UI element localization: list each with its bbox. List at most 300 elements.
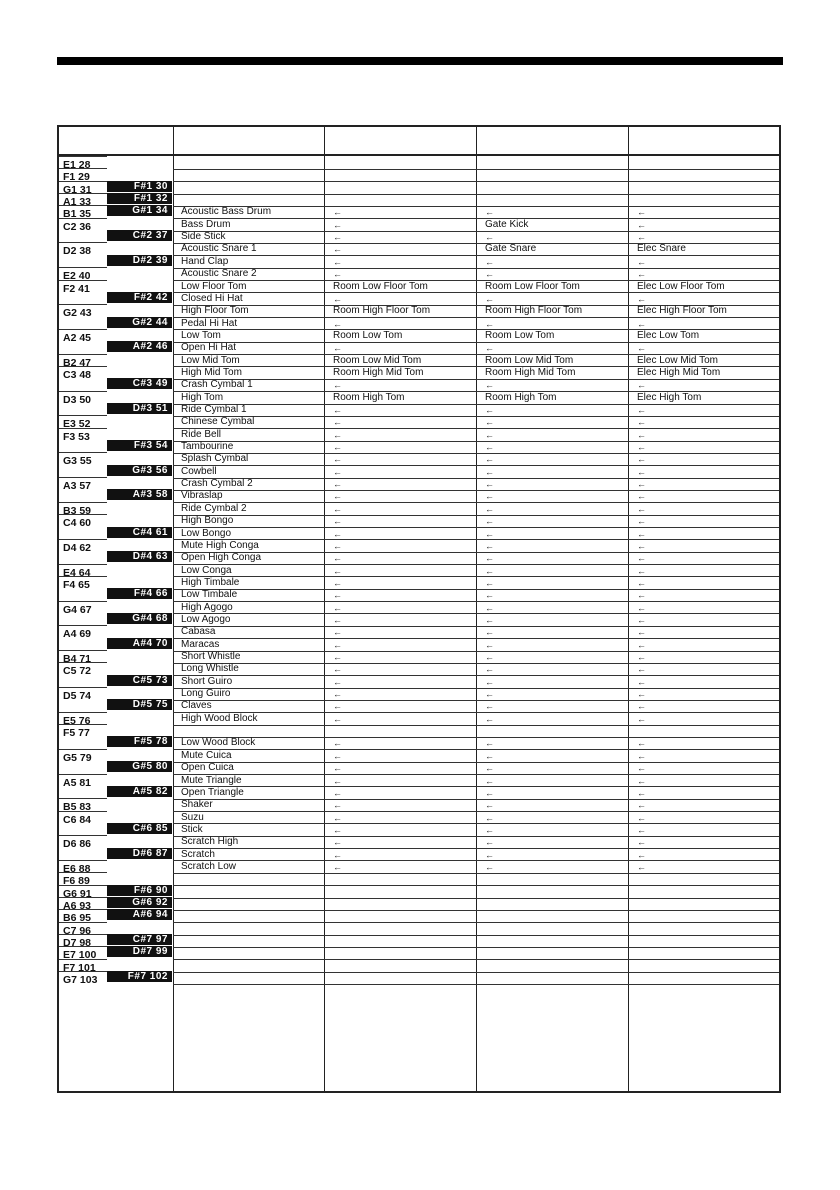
key-rule: [59, 354, 107, 355]
white-key-label: E2 40: [63, 270, 91, 283]
instrument-name: Low Floor Tom: [181, 280, 247, 292]
white-key-label: B4 71: [63, 653, 92, 665]
same-as-standard-arrow: ←: [637, 639, 646, 650]
same-as-standard-arrow: ←: [485, 676, 494, 687]
white-key-label: B2 47: [63, 356, 92, 369]
same-as-standard-arrow: ←: [333, 565, 342, 576]
key-rule: [59, 391, 107, 392]
black-key-label: A#4 70: [107, 638, 172, 649]
key-rule: [59, 946, 107, 947]
black-key-label: D#2 39: [107, 255, 172, 266]
same-as-standard-arrow: ←: [637, 553, 646, 564]
white-key-label: G6 91: [63, 887, 92, 900]
white-key-label: A6 93: [63, 900, 92, 912]
key-rule: [59, 662, 107, 663]
instrument-name: Long Whistle: [181, 663, 239, 675]
instrument-name: Chinese Cymbal: [181, 416, 255, 428]
row-rule: [173, 885, 779, 886]
instrument-name: Pedal Hi Hat: [181, 317, 238, 329]
same-as-standard-arrow: ←: [485, 602, 494, 613]
black-key-label: F#2 42: [107, 292, 172, 303]
kit-voice-name: Room Low Tom: [485, 329, 555, 341]
same-as-standard-arrow: ←: [637, 664, 646, 675]
same-as-standard-arrow: ←: [637, 837, 646, 848]
row-rule: [173, 626, 779, 627]
same-as-standard-arrow: ←: [485, 627, 494, 638]
white-key-label: G1 31: [63, 183, 92, 196]
white-key-label: E1 28: [63, 159, 91, 171]
key-rule: [59, 267, 107, 268]
black-key-label: A#6 94: [107, 909, 172, 920]
same-as-standard-arrow: ←: [637, 479, 646, 490]
same-as-standard-arrow: ←: [485, 503, 494, 514]
kit-voice-name: Elec Low Mid Tom: [637, 354, 718, 366]
black-key-label: G#1 34: [107, 205, 172, 216]
row-rule: [173, 169, 779, 170]
same-as-standard-arrow: ←: [333, 528, 342, 539]
same-as-standard-arrow: ←: [637, 652, 646, 662]
same-as-standard-arrow: ←: [333, 380, 342, 391]
row-rule: [173, 935, 779, 936]
key-rule: [59, 909, 107, 910]
kit-voice-name: Room High Mid Tom: [485, 366, 576, 378]
same-as-standard-arrow: ←: [333, 293, 342, 304]
same-as-standard-arrow: ←: [485, 405, 494, 415]
kit-voice-name: Room High Mid Tom: [333, 366, 424, 378]
same-as-standard-arrow: ←: [637, 812, 646, 823]
row-rule: [173, 823, 779, 824]
white-key-label: A3 57: [63, 480, 92, 493]
kit-voice-name: Elec Low Floor Tom: [637, 280, 725, 292]
white-key-label: F4 65: [63, 578, 90, 591]
same-as-standard-arrow: ←: [485, 442, 494, 453]
white-key-label: G3 55: [63, 455, 92, 468]
key-rule: [59, 514, 107, 515]
instrument-name: Vibraslap: [181, 490, 223, 502]
key-rule: [59, 835, 107, 836]
instrument-name: Low Agogo: [181, 613, 231, 625]
instrument-name: Mute Cuica: [181, 749, 232, 761]
same-as-standard-arrow: ←: [637, 343, 646, 354]
black-key-label: F#3 54: [107, 440, 172, 451]
same-as-standard-arrow: ←: [333, 800, 342, 811]
key-rule: [59, 477, 107, 478]
instrument-name: Ride Cymbal 2: [181, 502, 247, 514]
same-as-standard-arrow: ←: [333, 689, 342, 700]
instrument-name: Scratch Low: [181, 860, 237, 872]
drum-kit-note-map-table: [57, 125, 781, 1093]
key-rule: [59, 712, 107, 713]
same-as-standard-arrow: ←: [637, 466, 646, 477]
black-key-label: C#2 37: [107, 230, 172, 241]
kit-voice-name: Elec Snare: [637, 243, 686, 255]
row-rule: [173, 218, 779, 219]
same-as-standard-arrow: ←: [333, 343, 342, 354]
kit-voice-name: Room High Tom: [485, 391, 557, 403]
same-as-standard-arrow: ←: [485, 318, 494, 329]
instrument-name: Low Bongo: [181, 527, 232, 539]
same-as-standard-arrow: ←: [637, 738, 646, 749]
black-key-label: G#2 44: [107, 317, 172, 328]
instrument-name: Acoustic Snare 2: [181, 268, 257, 280]
same-as-standard-arrow: ←: [637, 207, 646, 218]
same-as-standard-arrow: ←: [485, 293, 494, 304]
black-key-label: D#6 87: [107, 848, 172, 859]
same-as-standard-arrow: ←: [637, 516, 646, 527]
same-as-standard-arrow: ←: [485, 491, 494, 502]
same-as-standard-arrow: ←: [333, 244, 342, 255]
instrument-name: Splash Cymbal: [181, 453, 249, 465]
white-key-label: D2 38: [63, 245, 92, 258]
same-as-standard-arrow: ←: [637, 232, 646, 243]
key-rule: [59, 304, 107, 305]
instrument-name: Acoustic Snare 1: [181, 243, 257, 255]
same-as-standard-arrow: ←: [637, 528, 646, 539]
same-as-standard-arrow: ←: [485, 553, 494, 564]
key-rule: [59, 428, 107, 429]
same-as-standard-arrow: ←: [333, 466, 342, 477]
instrument-name: Side Stick: [181, 231, 226, 243]
kit-voice-name: Gate Snare: [485, 243, 537, 255]
same-as-standard-arrow: ←: [485, 577, 494, 588]
same-as-standard-arrow: ←: [485, 417, 494, 428]
row-rule: [173, 255, 779, 256]
white-key-label: D3 50: [63, 393, 92, 406]
row-rule: [173, 601, 779, 602]
key-rule: [59, 181, 107, 182]
white-key-label: A2 45: [63, 331, 92, 344]
same-as-standard-arrow: ←: [637, 269, 646, 280]
white-key-label: C4 60: [63, 517, 92, 530]
row-rule: [173, 416, 779, 417]
same-as-standard-arrow: ←: [637, 701, 646, 712]
instrument-name: Scratch: [181, 848, 215, 860]
same-as-standard-arrow: ←: [637, 590, 646, 601]
same-as-standard-arrow: ←: [637, 577, 646, 588]
same-as-standard-arrow: ←: [333, 763, 342, 774]
same-as-standard-arrow: ←: [485, 516, 494, 527]
row-rule: [173, 799, 779, 800]
row-rule: [173, 428, 779, 429]
instrument-name: Open Triangle: [181, 786, 244, 798]
row-rule: [173, 453, 779, 454]
key-rule: [59, 885, 107, 886]
row-rule: [173, 811, 779, 812]
same-as-standard-arrow: ←: [637, 565, 646, 576]
instrument-name: Crash Cymbal 2: [181, 478, 253, 490]
black-key-label: F#7 102: [107, 971, 172, 982]
key-rule: [59, 452, 107, 453]
instrument-name: Open High Conga: [181, 552, 262, 564]
same-as-standard-arrow: ←: [485, 787, 494, 798]
white-key-label: F6 89: [63, 875, 90, 888]
kit-voice-name: Gate Kick: [485, 218, 529, 230]
row-rule: [173, 268, 779, 269]
same-as-standard-arrow: ←: [637, 750, 646, 761]
same-as-standard-arrow: ←: [637, 491, 646, 502]
key-rule: [59, 959, 107, 960]
white-key-label: E6 88: [63, 862, 91, 875]
kit-voice-name: Room Low Mid Tom: [333, 354, 422, 366]
white-key-label: E5 76: [63, 714, 91, 727]
instrument-name: High Wood Block: [181, 712, 258, 724]
black-key-label: A#2 46: [107, 341, 172, 352]
same-as-standard-arrow: ←: [637, 689, 646, 700]
row-rule: [173, 836, 779, 837]
instrument-name: High Mid Tom: [181, 366, 242, 378]
same-as-standard-arrow: ←: [637, 293, 646, 304]
same-as-standard-arrow: ←: [333, 256, 342, 267]
header-divider: [59, 154, 779, 156]
same-as-standard-arrow: ←: [333, 540, 342, 551]
key-rule: [59, 650, 107, 651]
white-key-label: B1 35: [63, 208, 92, 221]
key-rule: [59, 872, 107, 873]
white-key-label: F7 101: [63, 961, 96, 974]
same-as-standard-arrow: ←: [485, 689, 494, 700]
same-as-standard-arrow: ←: [333, 750, 342, 761]
instrument-name: Stick: [181, 823, 203, 835]
row-rule: [173, 613, 779, 614]
instrument-name: Low Timbale: [181, 589, 238, 601]
white-key-label: D7 98: [63, 937, 92, 950]
same-as-standard-arrow: ←: [637, 256, 646, 267]
same-as-standard-arrow: ←: [485, 466, 494, 477]
same-as-standard-arrow: ←: [333, 318, 342, 329]
row-rule: [173, 515, 779, 516]
same-as-standard-arrow: ←: [333, 639, 342, 650]
same-as-standard-arrow: ←: [333, 207, 342, 218]
row-rule: [173, 984, 779, 985]
row-rule: [173, 712, 779, 713]
same-as-standard-arrow: ←: [485, 269, 494, 280]
same-as-standard-arrow: ←: [485, 207, 494, 218]
same-as-standard-arrow: ←: [637, 800, 646, 811]
kit-voice-name: Room High Floor Tom: [333, 305, 431, 317]
same-as-standard-arrow: ←: [333, 405, 342, 415]
kit-voice-name: Elec High Tom: [637, 391, 702, 403]
row-rule: [173, 576, 779, 577]
white-key-label: D6 86: [63, 838, 92, 851]
same-as-standard-arrow: ←: [333, 232, 342, 243]
same-as-standard-arrow: ←: [333, 516, 342, 527]
same-as-standard-arrow: ←: [637, 380, 646, 391]
key-rule: [59, 922, 107, 923]
same-as-standard-arrow: ←: [333, 713, 342, 724]
same-as-standard-arrow: ←: [333, 442, 342, 453]
same-as-standard-arrow: ←: [333, 590, 342, 601]
white-key-label: G2 43: [63, 307, 92, 320]
white-key-label: C2 36: [63, 220, 92, 233]
same-as-standard-arrow: ←: [637, 824, 646, 835]
same-as-standard-arrow: ←: [485, 849, 494, 860]
black-key-label: G#5 80: [107, 761, 172, 772]
key-rule: [59, 168, 107, 169]
key-rule: [59, 687, 107, 688]
instrument-name: Shaker: [181, 799, 213, 811]
black-key-label: G#4 68: [107, 613, 172, 624]
same-as-standard-arrow: ←: [333, 676, 342, 687]
same-as-standard-arrow: ←: [333, 602, 342, 613]
black-key-label: G#3 56: [107, 465, 172, 476]
same-as-standard-arrow: ←: [485, 750, 494, 761]
black-key-label: F#1 30: [107, 181, 172, 192]
kit-voice-name: Room Low Floor Tom: [485, 280, 580, 292]
black-key-label: F#5 78: [107, 736, 172, 747]
same-as-standard-arrow: ←: [333, 417, 342, 428]
row-rule: [173, 490, 779, 491]
key-rule: [59, 156, 107, 157]
instrument-name: High Timbale: [181, 576, 240, 588]
black-key-label: C#4 61: [107, 527, 172, 538]
row-rule: [173, 404, 779, 405]
white-key-label: E4 64: [63, 566, 91, 579]
same-as-standard-arrow: ←: [637, 219, 646, 230]
instrument-name: Low Tom: [181, 329, 221, 341]
black-key-label: F#4 66: [107, 588, 172, 599]
key-rule: [59, 774, 107, 775]
white-key-label: G7 103: [63, 974, 98, 987]
kit-voice-name: Room Low Tom: [333, 329, 403, 341]
same-as-standard-arrow: ←: [333, 491, 342, 502]
key-rule: [59, 724, 107, 725]
black-key-label: D#4 63: [107, 551, 172, 562]
row-rule: [173, 737, 779, 738]
same-as-standard-arrow: ←: [637, 676, 646, 687]
white-key-label: C7 96: [63, 924, 92, 937]
black-key-label: G#6 92: [107, 897, 172, 908]
same-as-standard-arrow: ←: [333, 664, 342, 675]
white-key-label: B6 95: [63, 912, 92, 925]
same-as-standard-arrow: ←: [637, 763, 646, 774]
row-rule: [173, 181, 779, 182]
black-key-label: F#6 90: [107, 885, 172, 896]
key-rule: [59, 280, 107, 281]
key-rule: [59, 860, 107, 861]
key-rule: [59, 749, 107, 750]
row-rule: [173, 342, 779, 343]
row-rule: [173, 860, 779, 861]
white-key-label: C6 84: [63, 813, 92, 826]
white-key-label: G4 67: [63, 603, 92, 616]
same-as-standard-arrow: ←: [333, 652, 342, 662]
black-key-label: C#7 97: [107, 934, 172, 945]
same-as-standard-arrow: ←: [485, 256, 494, 267]
black-key-label: C#6 85: [107, 823, 172, 834]
row-rule: [173, 243, 779, 244]
instrument-name: Closed Hi Hat: [181, 292, 243, 304]
same-as-standard-arrow: ←: [333, 577, 342, 588]
same-as-standard-arrow: ←: [485, 232, 494, 243]
row-rule: [173, 317, 779, 318]
row-rule: [173, 539, 779, 540]
same-as-standard-arrow: ←: [485, 837, 494, 848]
row-rule: [173, 972, 779, 973]
same-as-standard-arrow: ←: [485, 701, 494, 712]
same-as-standard-arrow: ←: [637, 775, 646, 786]
kit-voice-name: Elec High Floor Tom: [637, 305, 727, 317]
row-rule: [173, 651, 779, 652]
black-key-label: C#5 73: [107, 675, 172, 686]
instrument-name: High Agogo: [181, 601, 233, 613]
key-rule: [59, 366, 107, 367]
same-as-standard-arrow: ←: [637, 849, 646, 860]
white-key-label: F2 41: [63, 282, 90, 295]
instrument-name: Low Wood Block: [181, 737, 256, 749]
same-as-standard-arrow: ←: [637, 540, 646, 551]
key-rule: [59, 329, 107, 330]
same-as-standard-arrow: ←: [485, 763, 494, 774]
black-key-label: A#5 82: [107, 786, 172, 797]
row-rule: [173, 725, 779, 726]
instrument-name: Crash Cymbal 1: [181, 379, 253, 391]
key-rule: [59, 415, 107, 416]
row-rule: [173, 478, 779, 479]
row-rule: [173, 502, 779, 503]
same-as-standard-arrow: ←: [637, 417, 646, 428]
key-rule: [59, 934, 107, 935]
white-key-label: F3 53: [63, 430, 90, 443]
key-rule: [59, 625, 107, 626]
instrument-name: Acoustic Bass Drum: [181, 206, 272, 218]
same-as-standard-arrow: ←: [637, 602, 646, 613]
instrument-name: Suzu: [181, 811, 204, 823]
same-as-standard-arrow: ←: [485, 540, 494, 551]
white-key-label: F1 29: [63, 171, 90, 184]
white-key-label: A4 69: [63, 628, 92, 641]
key-rule: [59, 811, 107, 812]
same-as-standard-arrow: ←: [333, 775, 342, 786]
white-key-label: A5 81: [63, 776, 92, 789]
key-rule: [59, 218, 107, 219]
row-rule: [173, 465, 779, 466]
key-rule: [59, 798, 107, 799]
instrument-name: Cabasa: [181, 626, 216, 638]
same-as-standard-arrow: ←: [333, 219, 342, 230]
key-rule: [59, 205, 107, 206]
kit-voice-name: Room High Tom: [333, 391, 405, 403]
same-as-standard-arrow: ←: [485, 429, 494, 440]
same-as-standard-arrow: ←: [333, 861, 342, 872]
row-rule: [173, 564, 779, 565]
white-key-label: C3 48: [63, 368, 92, 381]
same-as-standard-arrow: ←: [485, 454, 494, 465]
row-rule: [173, 873, 779, 874]
instrument-name: Ride Bell: [181, 428, 222, 440]
row-rule: [173, 910, 779, 911]
white-key-label: F5 77: [63, 727, 90, 740]
row-rule: [173, 194, 779, 195]
row-rule: [173, 786, 779, 787]
same-as-standard-arrow: ←: [485, 565, 494, 576]
row-rule: [173, 675, 779, 676]
key-rule: [59, 601, 107, 602]
same-as-standard-arrow: ←: [485, 614, 494, 625]
white-key-label: E3 52: [63, 418, 91, 431]
row-rule: [173, 762, 779, 763]
key-rule: [59, 971, 107, 972]
black-key-label: D#3 51: [107, 403, 172, 414]
same-as-standard-arrow: ←: [333, 701, 342, 712]
same-as-standard-arrow: ←: [485, 800, 494, 811]
instrument-name: Bass Drum: [181, 218, 231, 230]
row-rule: [173, 774, 779, 775]
same-as-standard-arrow: ←: [637, 503, 646, 514]
black-key-label: A#3 58: [107, 489, 172, 500]
row-rule: [173, 527, 779, 528]
same-as-standard-arrow: ←: [637, 318, 646, 329]
white-key-label: A1 33: [63, 196, 92, 209]
